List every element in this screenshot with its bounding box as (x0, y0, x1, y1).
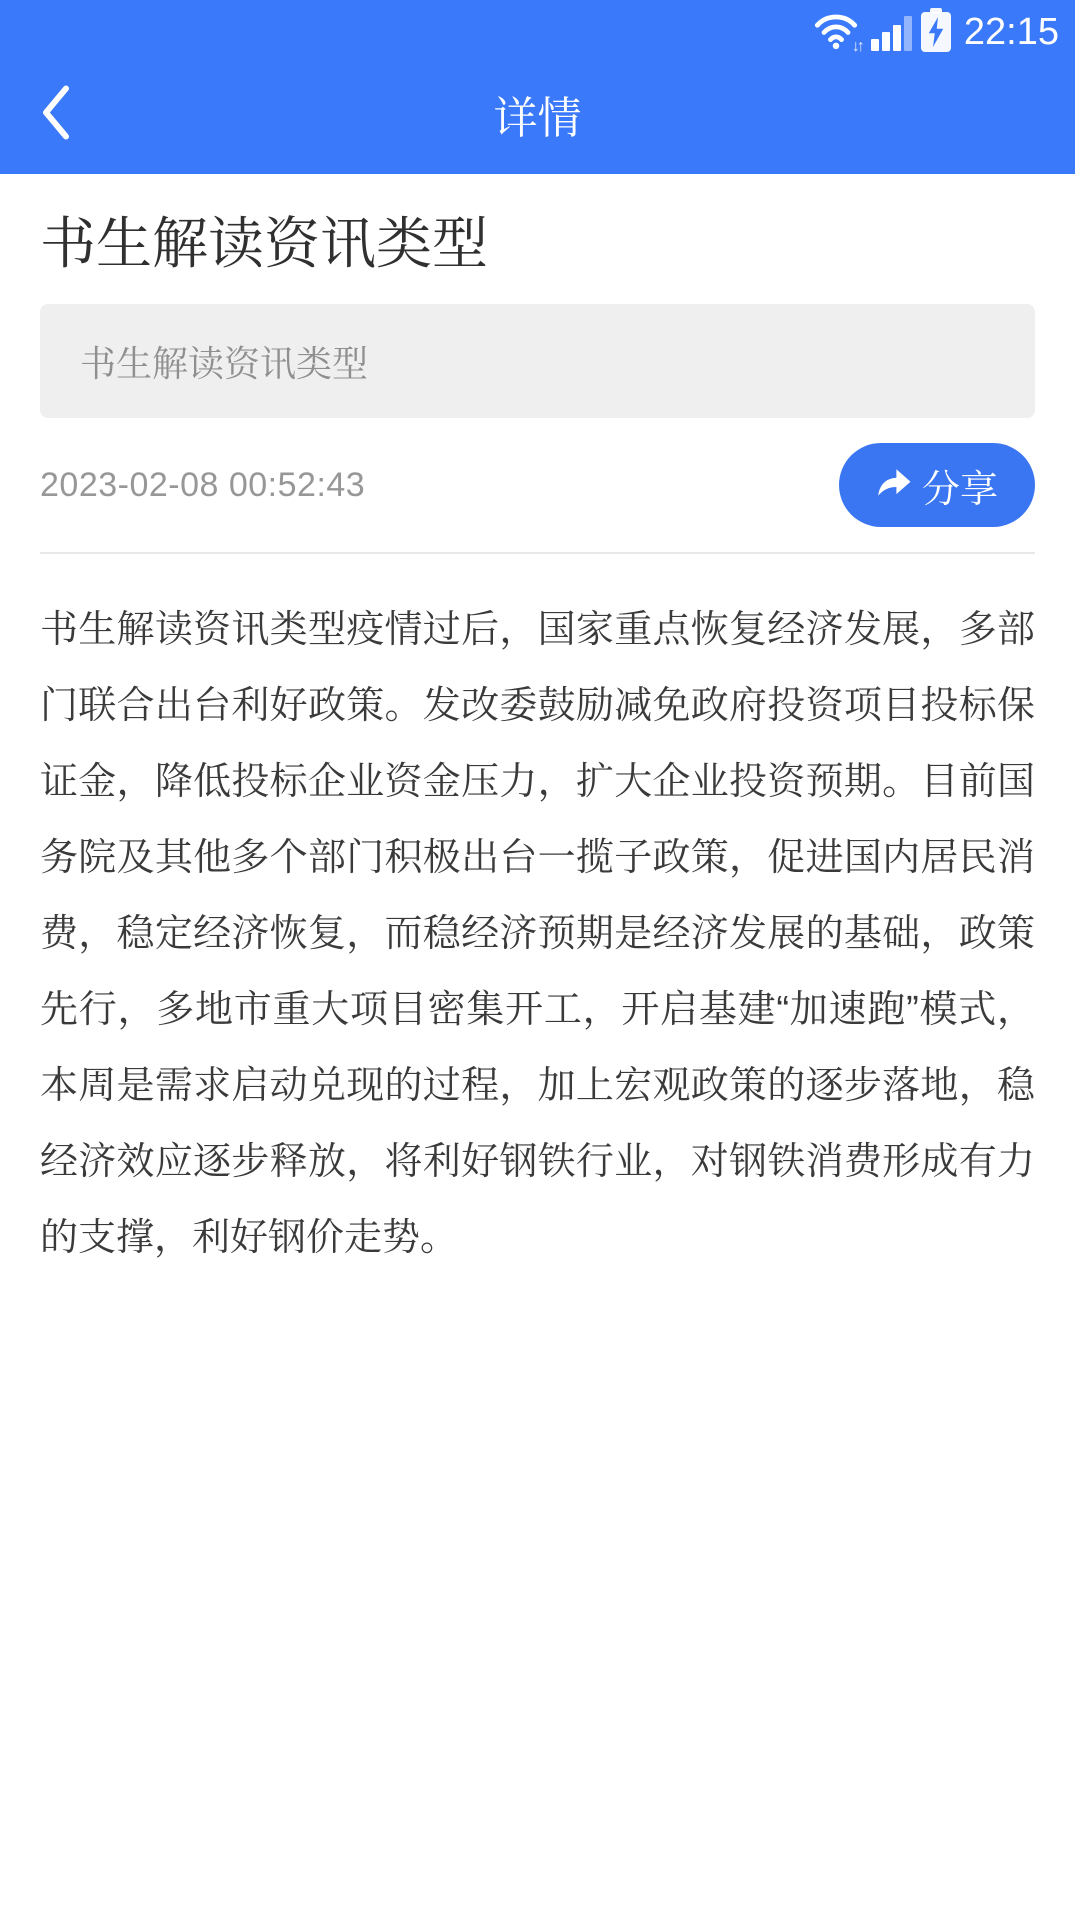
article-summary-text: 书生解读资讯类型 (80, 342, 369, 384)
battery-charging-icon (921, 8, 951, 52)
publish-date: 2023-02-08 00:52:43 (40, 465, 366, 504)
wifi-traffic-arrows-icon: ↓↑ (851, 38, 862, 55)
article-title: 书生解读资讯类型 (40, 212, 488, 275)
article-body: 书生解读资讯类型疫情过后，国家重点恢复经济发展，多部门联合出台利好政策。发改委鼓励减免政府投资项目投标保证金，降低投标企业资金压力，扩大企业投资预期。目前国务院及其他多个部门积极出台一揽子政策，促进国内居民消费，稳定经济恢复，而稳经济预期是经济发展的基础，政策先行，多地市重大项目密集开工，开启基建“加速跑”模式，本周是需求启动兑现的过程，加上宏观政策的逐步落地，稳经济效应逐步释放，将利好钢铁行业，对钢铁消费形成有力的支撑，利好钢价走势。 (40, 609, 1035, 1259)
divider (40, 552, 1035, 554)
article-meta-row (40, 442, 1035, 528)
page-title: 详情 (493, 94, 582, 143)
status-bar (0, 0, 1075, 54)
share-button[interactable] (839, 443, 1035, 527)
article-summary-box (40, 304, 1035, 418)
signal-strength-icon (871, 16, 912, 51)
nav-bar (0, 54, 1075, 174)
chevron-left-icon (38, 83, 74, 146)
status-time: 22:15 (963, 11, 1059, 53)
share-icon (876, 468, 912, 502)
app-header (0, 0, 1075, 174)
back-button[interactable] (28, 73, 84, 156)
article-detail (0, 212, 1075, 1276)
status-icons (813, 8, 1059, 55)
share-button-label: 分享 (921, 468, 998, 511)
wifi-icon (813, 10, 862, 55)
